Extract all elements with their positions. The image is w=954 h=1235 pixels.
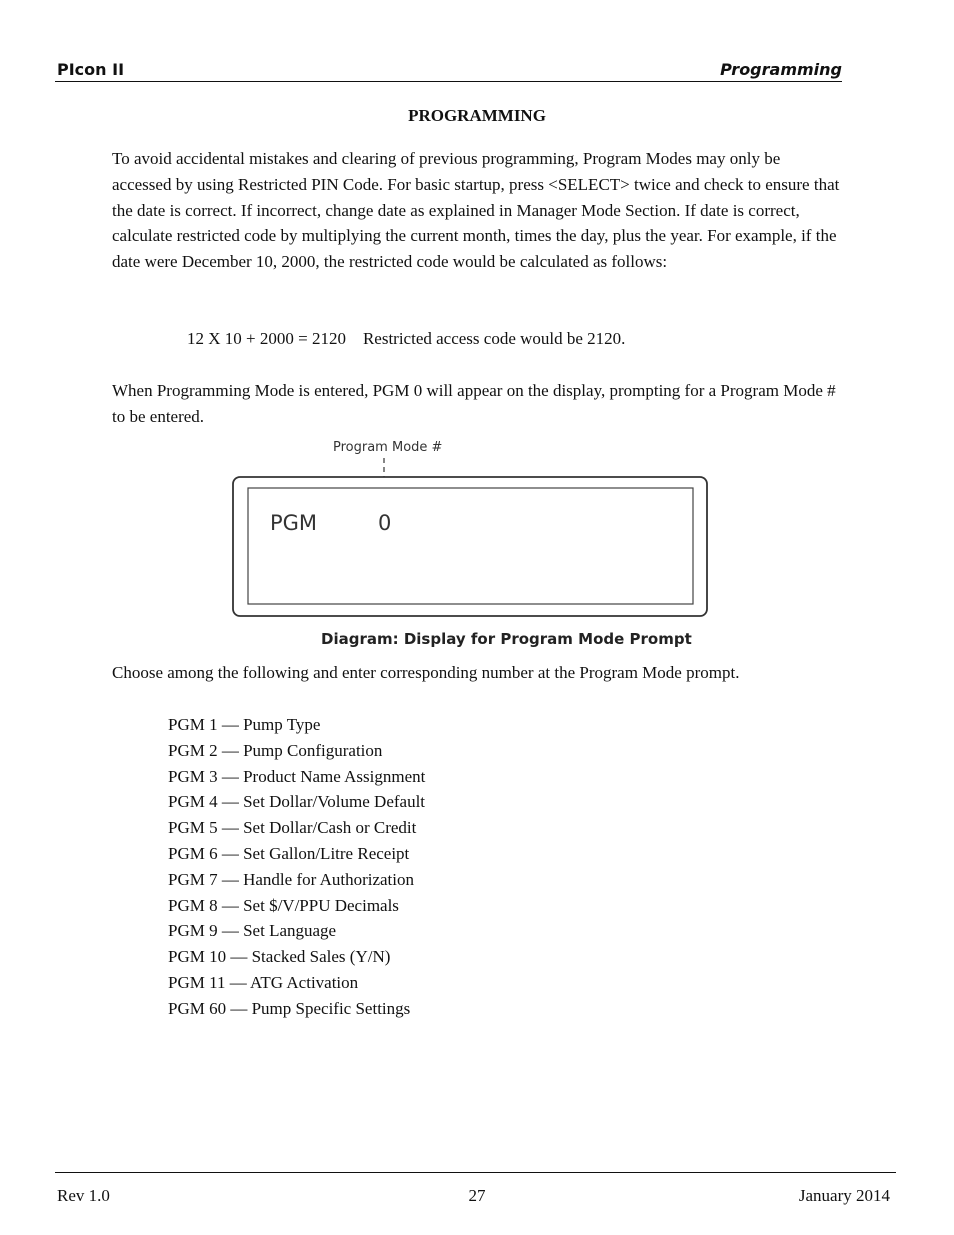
pgm-item: PGM 3 — Product Name Assignment (168, 766, 426, 786)
pgm-item: PGM 6 — Set Gallon/Litre Receipt (168, 843, 410, 863)
pgm-item: PGM 7 — Handle for Authorization (168, 869, 414, 889)
formula-line: 12 X 10 + 2000 = 2120 Restricted access code would be 2120. (187, 329, 626, 348)
pgm-item: PGM 2 — Pump Configuration (168, 740, 383, 760)
pgm-item: PGM 8 — Set $/V/PPU Decimals (168, 895, 399, 915)
pointer-label: Program Mode # (333, 440, 443, 455)
display-pgm-text: PGM (270, 511, 318, 535)
pgm-item: PGM 9 — Set Language (168, 921, 337, 941)
display-inner-screen (248, 488, 693, 604)
pgm-item: PGM 1 — Pump Type (168, 715, 321, 734)
diagram-caption: Diagram: Display for Program Mode Prompt (321, 630, 692, 648)
choose-paragraph: Choose among the following and enter corresponding number at the Program Mode prompt. (112, 663, 740, 682)
header-doc-title: PIcon II (57, 60, 125, 79)
display-diagram (232, 436, 722, 648)
header-section-title: Programming (720, 60, 842, 79)
program-mode-paragraph: When Programming Mode is entered, PGM 0 will appear on the display, prompting for a Program Mode # to be entered. (112, 381, 836, 426)
intro-paragraph: To avoid accidental mistakes and clearing of previous programming, Program Modes may only be accessed by using Restricted PIN Code. For basic startup, press <SELECT> twice and check to ensure that the date is correct. If incorrect, change date as explained in Manager Mode Section. If date is correct, calculate restricted code by multiplying the current month, times the day, plus the year. For example, if the date were December 10, 2000, the restricted code would be calculated as follows: (112, 149, 840, 272)
footer-date: January 2014 (798, 1186, 890, 1205)
pgm-item: PGM 60 — Pump Specific Settings (168, 998, 411, 1018)
page-title: PROGRAMMING (408, 106, 546, 125)
pgm-item: PGM 5 — Set Dollar/Cash or Credit (168, 818, 417, 838)
pgm-item: PGM 4 — Set Dollar/Volume Default (168, 792, 426, 812)
header-rule (55, 81, 842, 82)
display-pgm-value: 0 (378, 511, 392, 535)
footer-page-number: 27 (468, 1186, 486, 1205)
footer-revision: Rev 1.0 (57, 1186, 110, 1205)
pgm-list (168, 712, 425, 1022)
pgm-item: PGM 10 — Stacked Sales (Y/N) (168, 947, 391, 967)
pgm-item: PGM 11 — ATG Activation (168, 972, 359, 992)
footer-rule (55, 1172, 896, 1173)
